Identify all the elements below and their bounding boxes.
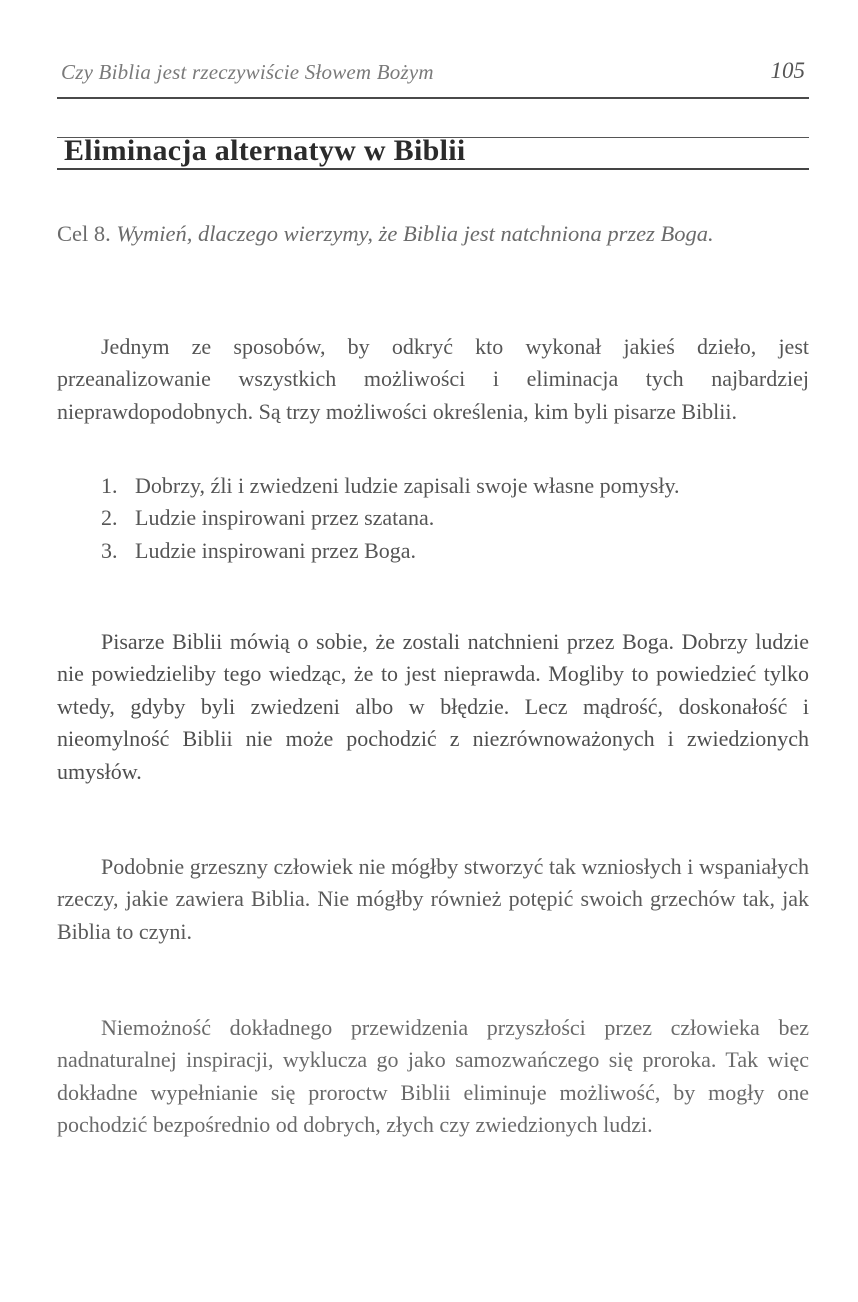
list-item [101, 470, 809, 502]
page-number: 105 [770, 58, 805, 83]
running-header [57, 56, 809, 86]
possibilities-list [101, 470, 809, 567]
section-bottom-rule [57, 168, 809, 170]
paragraph-inspiration: Pisarze Biblii mówią o sobie, że zostali natchnieni przez Boga. Dobrzy ludzie nie powiedzieliby tego wiedząc, że to jest nieprawda. Mogliby to powiedzieć tylko wtedy, gdyby byli zwiedzeni albo w błędzie. Lecz mądrość, doskonałość i nieomylność Biblii nie może pochodzić z niezrównoważonych i zwiedzionych umysłów. [57, 629, 809, 784]
book-page [57, 0, 809, 1302]
list-number: 1. [101, 473, 118, 498]
list-text: Ludzie inspirowani przez Boga. [135, 537, 417, 563]
paragraph-intro: Jednym ze sposobów, by odkryć kto wykonał jakieś dzieło, jest przeanalizowanie wszystkich możliwości i eliminacja tych najbardziej nieprawdopodobnych. Są trzy możliwości określenia, kim byli pisarze Biblii. [57, 334, 809, 424]
objective-label: Cel 8. [57, 221, 111, 246]
header-rule [57, 97, 809, 99]
paragraph-prophecy: Niemożność dokładnego przewidzenia przyszłości przez człowieka bez nadnaturalnej inspiracji, wyklucza go jako samozwańczego się proroka. Tak więc dokładne wypełnianie się proroctw Biblii eliminuje możliwość, by mogły one pochodzić bezpośrednio od dobrych, złych czy zwiedzionych ludzi. [57, 1015, 809, 1138]
objective [57, 216, 809, 252]
running-title: Czy Biblia jest rzeczywiście Słowem Bożym [61, 60, 434, 84]
section-title: Eliminacja alternatyw w Biblii [64, 134, 466, 167]
paragraph-sinful-man: Podobnie grzeszny człowiek nie mógłby stworzyć tak wzniosłych i wspaniałych rzeczy, jakie zawiera Biblia. Nie mógłby również potępić swoich grzechów tak, jak Biblia to czyni. [57, 854, 809, 944]
list-text: Dobrzy, źli i zwiedzeni ludzie zapisali swoje własne pomysły. [135, 473, 680, 498]
list-item [101, 535, 809, 567]
list-text: Ludzie inspirowani przez szatana. [135, 505, 435, 531]
objective-text: Wymień, dlaczego wierzymy, że Biblia jest natchniona przez Boga. [116, 221, 714, 246]
list-item [101, 502, 809, 534]
list-number: 2. [101, 505, 118, 531]
list-number: 3. [101, 537, 118, 563]
